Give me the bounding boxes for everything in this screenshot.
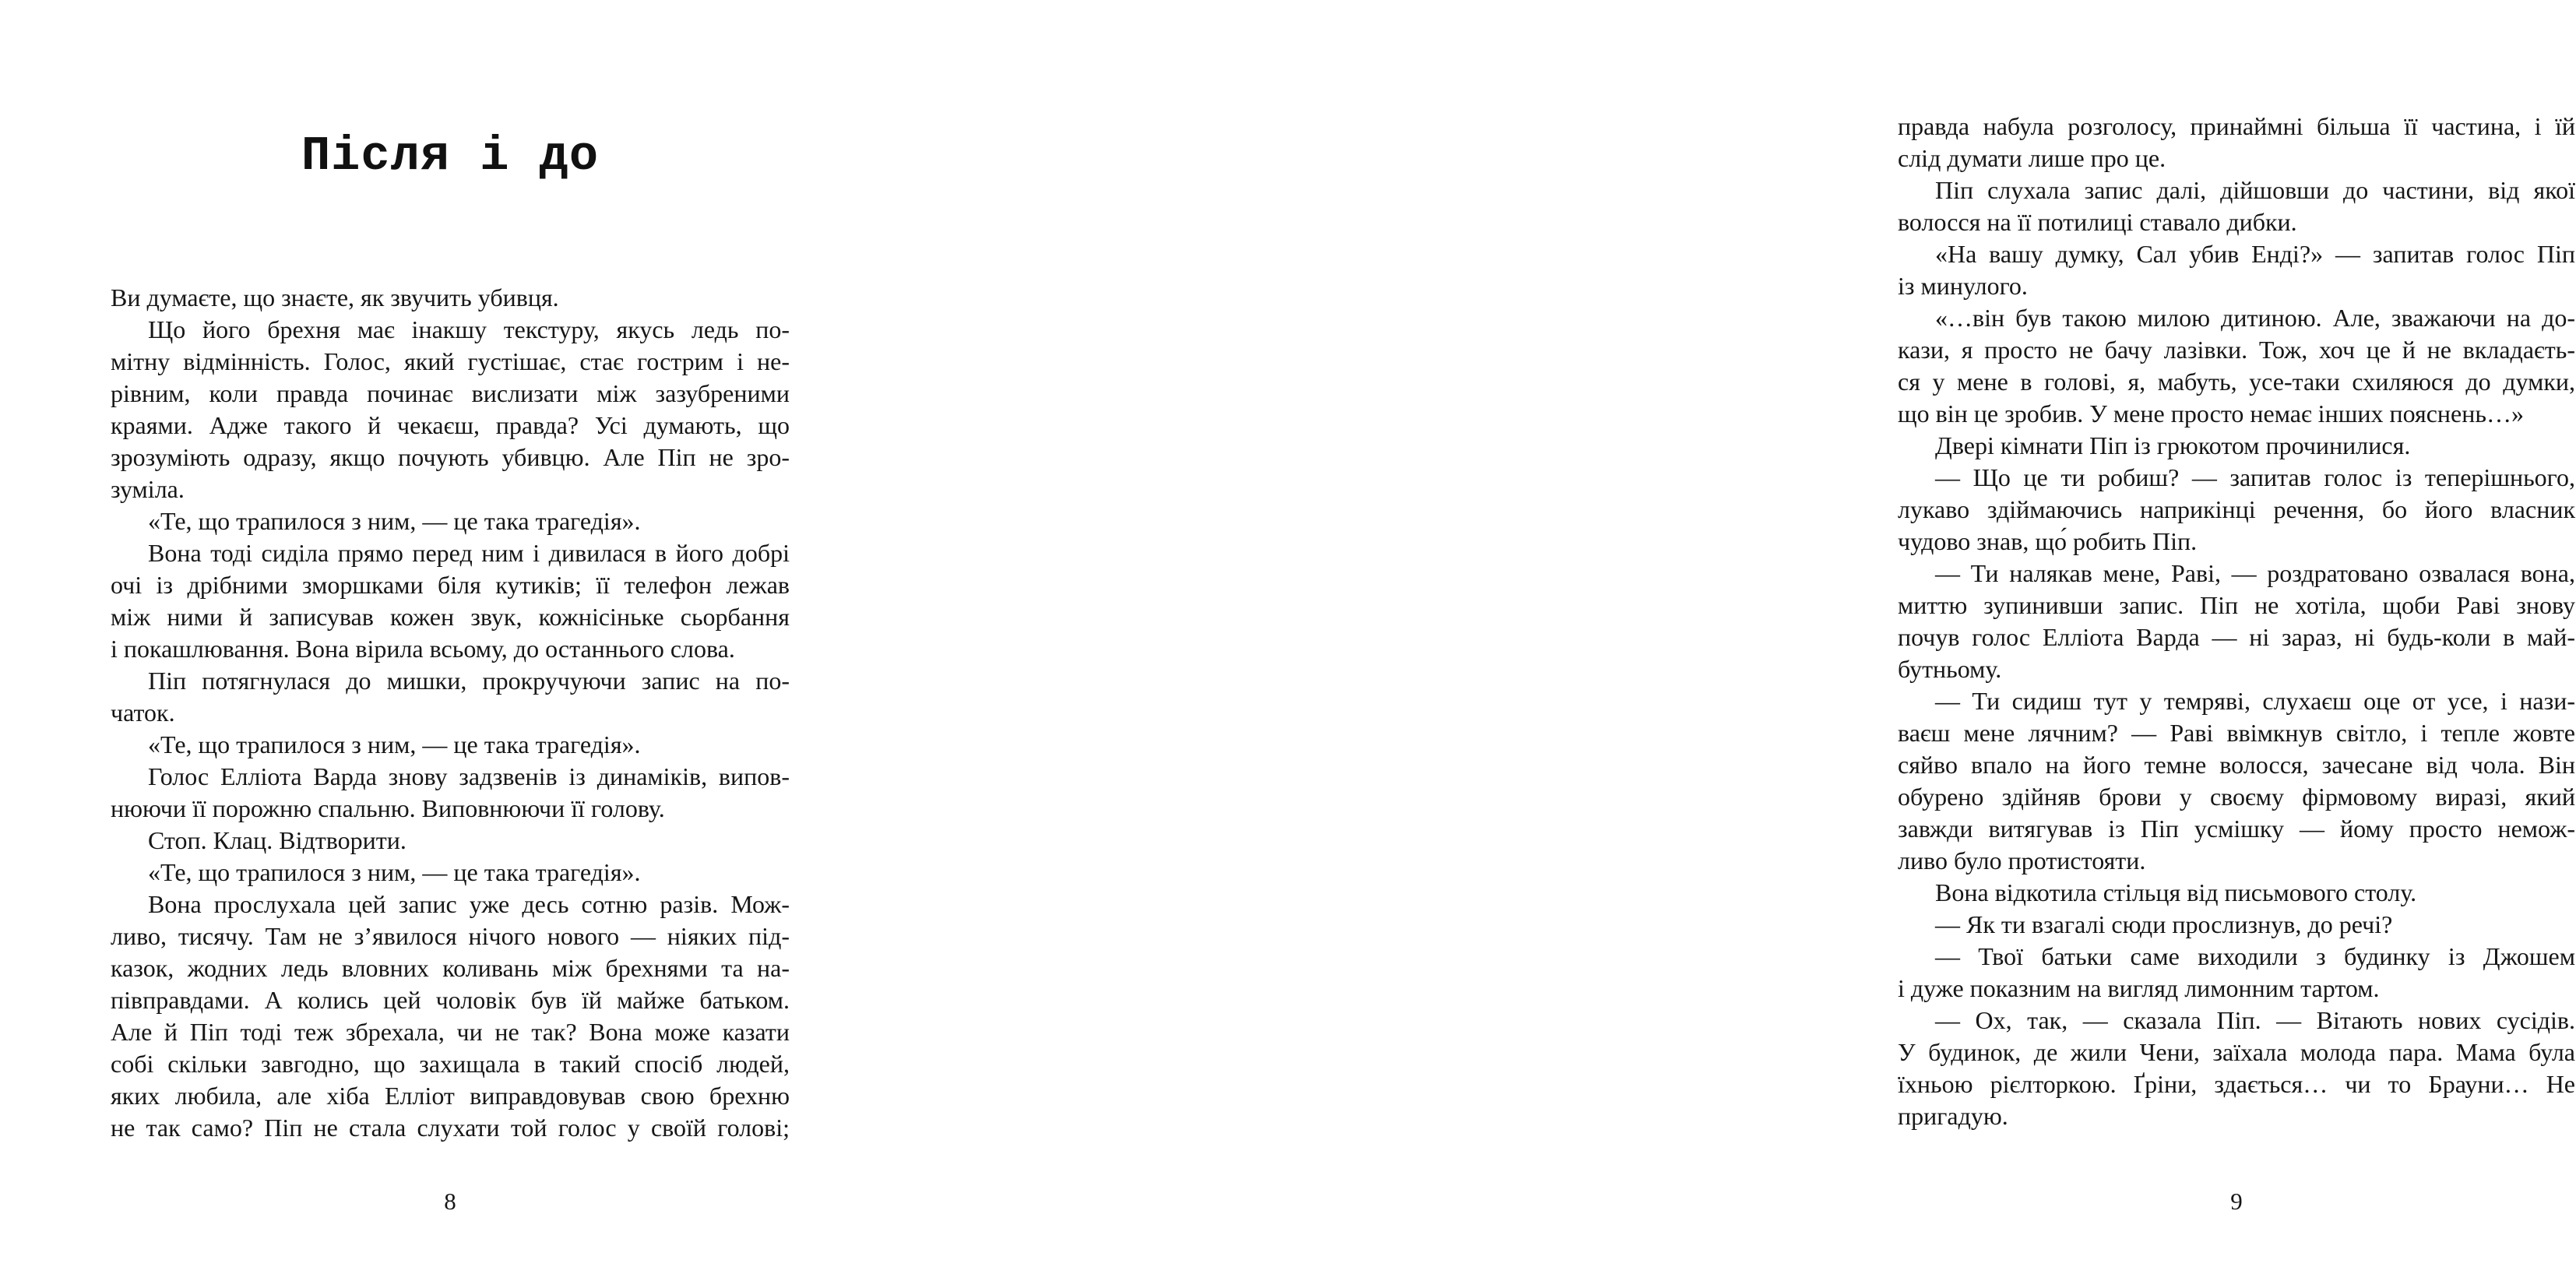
text-line: і дуже показним на вигляд лимонним тартом.	[1898, 974, 2380, 1002]
text-line: краями. Адже такого й чекаєш, правда? Усі думають, що	[111, 411, 790, 439]
text-line: Піп потягнулася до мишки, прокручуючи запис на по-	[148, 667, 790, 695]
chapter-title: Після і до	[301, 128, 600, 184]
text-line: чаток.	[111, 699, 175, 727]
text-line: між ними й записував кожен звук, кожнісіньке сьорбання	[111, 603, 790, 631]
text-line: лукаво здіймаючись наприкінці речення, бо його власник	[1898, 495, 2575, 523]
text-line: обурено здійняв брови у своєму фірмовому виразі, який	[1898, 783, 2575, 811]
text-line: Вона прослухала цей запис уже десь сотню разів. Мож-	[148, 890, 790, 918]
text-line: завжди витягував із Піп усмішку — йому просто немож-	[1898, 815, 2575, 843]
right-page-text-block	[1898, 111, 2575, 1132]
text-line: Піп слухала запис далі, дійшовши до частини, від якої	[1935, 176, 2575, 204]
text-line: мітну відмінність. Голос, який густішає, стає гострим і не-	[111, 347, 790, 375]
text-line: зуміла.	[111, 475, 185, 503]
text-line: нюючи її порожню спальню. Виповнюючи її голову.	[111, 794, 665, 822]
text-line: — Що це ти робиш? — запитав голос із теперішнього,	[1935, 463, 2575, 491]
text-line: У будинок, де жили Чени, заїхала молода пара. Мама була	[1898, 1038, 2575, 1066]
left-page-text-block	[111, 282, 790, 1144]
text-line: очі із дрібними зморшками біля кутиків; її телефон лежав	[111, 571, 790, 599]
text-line: кази, я просто не бачу лазівки. Тож, хоч це й не вкладаєть-	[1898, 336, 2575, 364]
text-line: собі скільки завгодно, що захищала в такий спосіб людей,	[111, 1050, 790, 1078]
text-line: «Те, що трапилося з ним, — це така трагедія».	[148, 507, 641, 535]
text-line: Стоп. Клац. Відтворити.	[148, 826, 406, 854]
text-line: — Як ти взагалі сюди прослизнув, до речі?	[1935, 910, 2393, 938]
text-line: Але й Піп тоді теж збрехала, чи не так? Вона може казати	[111, 1018, 790, 1046]
text-line: — Ох, так, — сказала Піп. — Вітають нових сусідів.	[1935, 1006, 2575, 1034]
text-line: рівним, коли правда починає вислизати між зазубреними	[111, 379, 790, 407]
page-number-left: 8	[444, 1188, 456, 1215]
text-line: почув голос Елліота Варда — ні зараз, ні будь-коли в май-	[1898, 623, 2575, 651]
text-line: Що його брехня має інакшу текстуру, якусь ледь по-	[148, 315, 790, 343]
text-line: правда набула розголосу, принаймні більша її частина, і їй	[1898, 112, 2575, 140]
text-line: «Те, що трапилося з ним, — це така трагедія».	[148, 730, 641, 758]
text-line: ливо, тисячу. Там не з’явилося нічого нового — ніяких під-	[111, 922, 790, 950]
text-line: ся у мене в голові, я, мабуть, усе-таки схиляюся до думки,	[1898, 368, 2575, 396]
text-line: Вона тоді сиділа прямо перед ним і дивилася в його добрі	[148, 539, 790, 567]
text-line: із минулого.	[1898, 272, 2028, 300]
text-line: слід думати лише про це.	[1898, 144, 2166, 172]
text-line: «Те, що трапилося з ним, — це така трагедія».	[148, 858, 641, 886]
text-line: Двері кімнати Піп із грюкотом прочинилися.	[1935, 431, 2411, 459]
page-right	[889, 0, 2575, 1288]
page-number-right: 9	[2230, 1188, 2243, 1215]
text-line: Голос Елліота Варда знову задзвенів із динаміків, випов-	[148, 762, 790, 790]
text-line: ваєш мене лячним? — Раві ввімкнув світло, і тепле жовте	[1898, 719, 2575, 747]
text-line: яких любила, але хіба Елліот виправдовував свою брехню	[111, 1082, 790, 1110]
text-line: бутньому.	[1898, 655, 2002, 683]
text-line: чудово знав, що́ робить Піп.	[1898, 527, 2198, 555]
text-line: — Ти налякав мене, Раві, — роздратовано озвалася вона,	[1935, 559, 2575, 587]
text-line: Ви думаєте, що знаєте, як звучить убивця.	[111, 283, 559, 311]
text-line: зрозуміють одразу, якщо почують убивцю. Але Піп не зро-	[111, 443, 790, 471]
page-left	[0, 0, 889, 1288]
text-line: казок, жодних ледь вловних коливань між брехнями та на-	[111, 954, 790, 982]
text-line: волосся на її потилиці ставало дибки.	[1898, 208, 2297, 236]
text-line: — Ти сидиш тут у темряві, слухаєш оце от усе, і нази-	[1935, 687, 2575, 715]
text-line: півправдами. А колись цей чоловік був їй майже батьком.	[111, 986, 790, 1014]
text-line: — Твої батьки саме виходили з будинку із Джошем	[1935, 942, 2575, 970]
text-line: «На вашу думку, Сал убив Енді?» — запитав голос Піп	[1935, 240, 2575, 268]
text-line: пригадую.	[1898, 1102, 2008, 1130]
text-line: не так само? Піп не стала слухати той голос у своїй голові;	[111, 1114, 790, 1142]
text-line: що він це зробив. У мене просто немає інших пояснень…»	[1898, 399, 2524, 428]
text-line: миттю зупинивши запис. Піп не хотіла, щоби Раві знову	[1898, 591, 2575, 619]
text-line: і покашлювання. Вона вірила всьому, до останнього слова.	[111, 635, 735, 663]
text-line: «…він був такою милою дитиною. Але, зважаючи на до-	[1935, 304, 2575, 332]
text-line: ливо було протистояти.	[1898, 846, 2146, 875]
text-line: їхньою рієлторкою. Ґріни, здається… чи то Брауни… Не	[1898, 1070, 2575, 1098]
text-line: Вона відкотила стільця від письмового столу.	[1935, 878, 2417, 906]
text-line: сяйво впало на його темне волосся, зачесане від чола. Він	[1898, 751, 2575, 779]
